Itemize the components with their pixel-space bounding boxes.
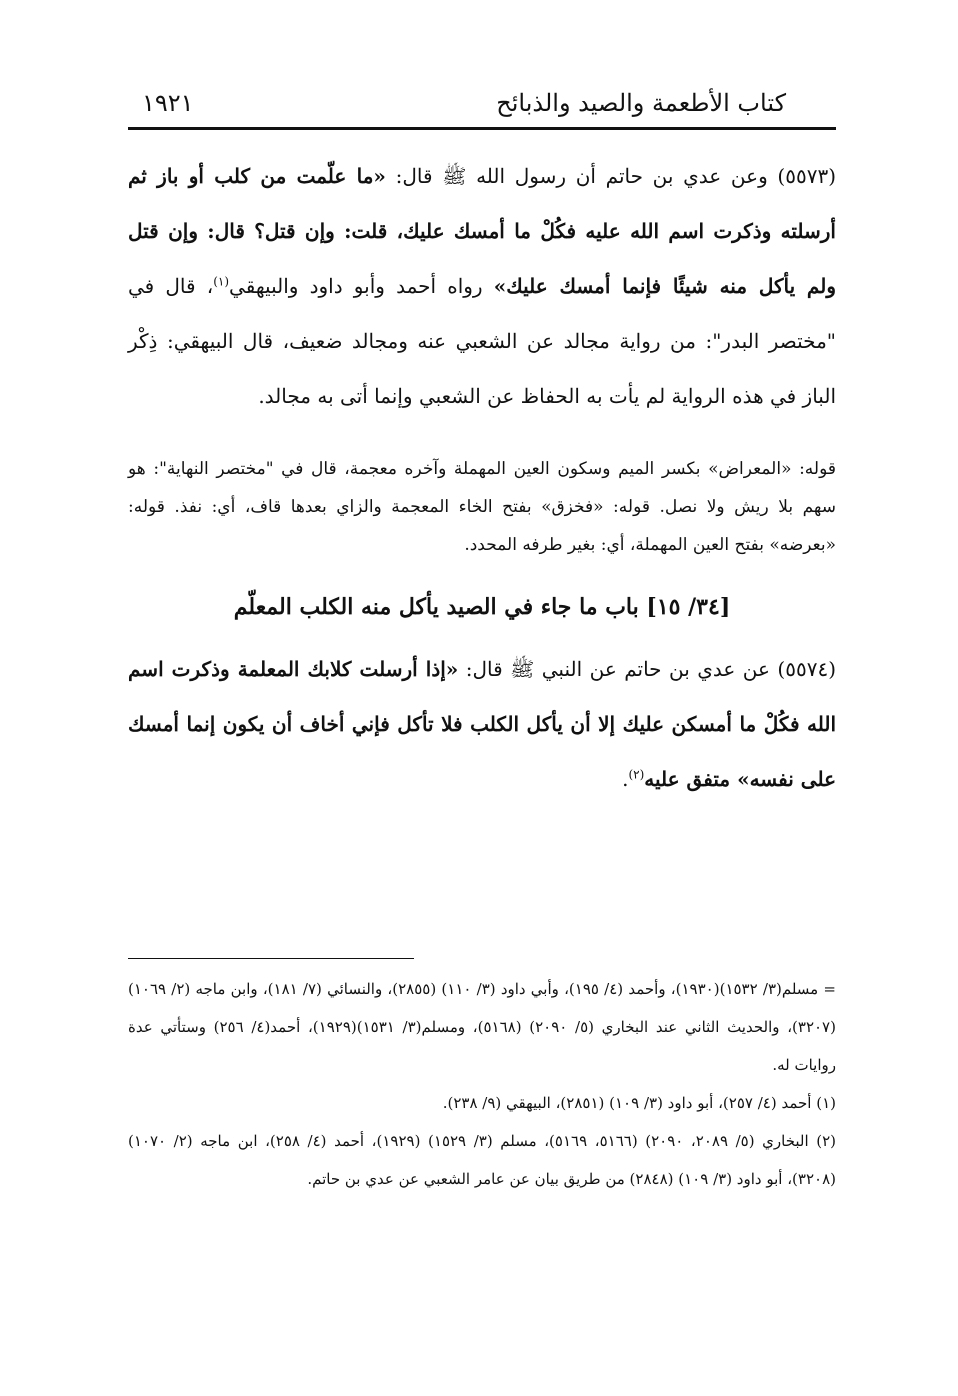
explanation-paragraph: قوله: «المعراض» بكسر الميم وسكون العين المهملة وآخره معجمة، قال في "مختصر النهاية": هو سهم بلا ريش ولا نصل. قوله: «فخزق» بفتح الخاء المعجمة والزاي بعدها قاف، أي: نفذ. قوله: «بعرضه» بفتح العين المهملة، أي: بغير طرفه المحدد. [128, 459, 836, 555]
page-number: ١٩٢١ [142, 89, 194, 117]
hadith-intro: عن عدي بن حاتم عن النبي ﷺ قال: [458, 657, 778, 681]
footnote-separator [128, 958, 414, 959]
hadith-5573 [128, 149, 836, 424]
hadith-5574 [128, 642, 836, 807]
book-page [128, 85, 836, 1345]
hadith-commentary: ، قال في "مختصر البدر": من رواية مجالد عن الشعبي عنه ومجالد ضعيف، قال البيهقي: ذِكْر الباز في هذه الرواية لم يأت به الحفاظ عن الشعبي وإنما أتى به مجالد. [128, 274, 836, 408]
footnote-2: (٢) البخاري (٥/ ٢٠٨٩، ٢٠٩٠) (٥١٦٦، ٥١٦٩)، مسلم (٣/ ١٥٢٩) (١٩٢٩)، أحمد (٤/ ٢٥٨)، ابن ماجه (٢/ ١٠٧٠) (٣٢٠٨)، أبو داود (٣/ ١٠٩) (٢٨٤٨) من طريق بيان عن عامر الشعبي عن عدي بن حاتم. [128, 1132, 837, 1188]
footnote-1: (١) أحمد (٤/ ٢٥٧)، أبو داود (٣/ ١٠٩) (٢٨٥١)، البيهقي (٩/ ٢٣٨). [442, 1094, 836, 1112]
footnote-reference[interactable]: (١) [213, 274, 230, 289]
chapter-heading: [٣٤/ ١٥] باب ما جاء في الصيد يأكل منه الكلب المعلّم [233, 594, 731, 620]
footnote-continuation: = مسلم(٣/ ١٥٣٢)(١٩٣٠)، وأحمد (٤/ ١٩٥)، وأبي داود (٣/ ١١٠) (٢٨٥٥)، والنسائي (٧/ ١٨١)، وابن ماجه (٢/ ١٠٦٩) (٣٢٠٧)، والحديث الثاني عند البخاري (٥/ ٢٠٩٠) (٥١٦٨)، ومسلم(٣/ ١٥٣١)(١٩٢٩)، أحمد(٤/ ٢٥٦) وستأتي عدة روايات له. [128, 980, 836, 1074]
hadith-number: (٥٥٧٣) [777, 164, 837, 188]
sentence-end: . [622, 767, 629, 791]
hadith-source: رواه أحمد وأبو داود والبيهقي [229, 274, 494, 298]
header-rule [128, 127, 836, 130]
running-head-title: كتاب الأطعمة والصيد والذبائح [496, 89, 786, 117]
hadith-quote: «ما علّمت من كلب أو باز ثم أرسلته وذكرت اسم الله عليه فكُلْ ما أمسك عليك، قلت: وإن قتل؟ قال: وإن قتل ولم يأكل منه شيئًا فإنما أمسك عليك» [128, 164, 836, 298]
main-text [128, 149, 836, 807]
hadith-intro: وعن عدي بن حاتم أن رسول الله ﷺ قال: [385, 164, 778, 188]
hadith-number: (٥٥٧٤) [777, 657, 837, 681]
running-head [128, 85, 836, 127]
hadith-quote: «إذا أرسلت كلابك المعلمة وذكرت اسم الله فكُلْ ما أمسكن عليك إلا أن يأكل الكلب فلا تأكل فإني أخاف أن يكون إنما أمسك على نفسه» [128, 657, 836, 791]
hadith-source: متفق عليه [644, 767, 738, 791]
footnote-reference[interactable]: (٢) [628, 767, 645, 782]
footnotes [128, 970, 836, 1198]
